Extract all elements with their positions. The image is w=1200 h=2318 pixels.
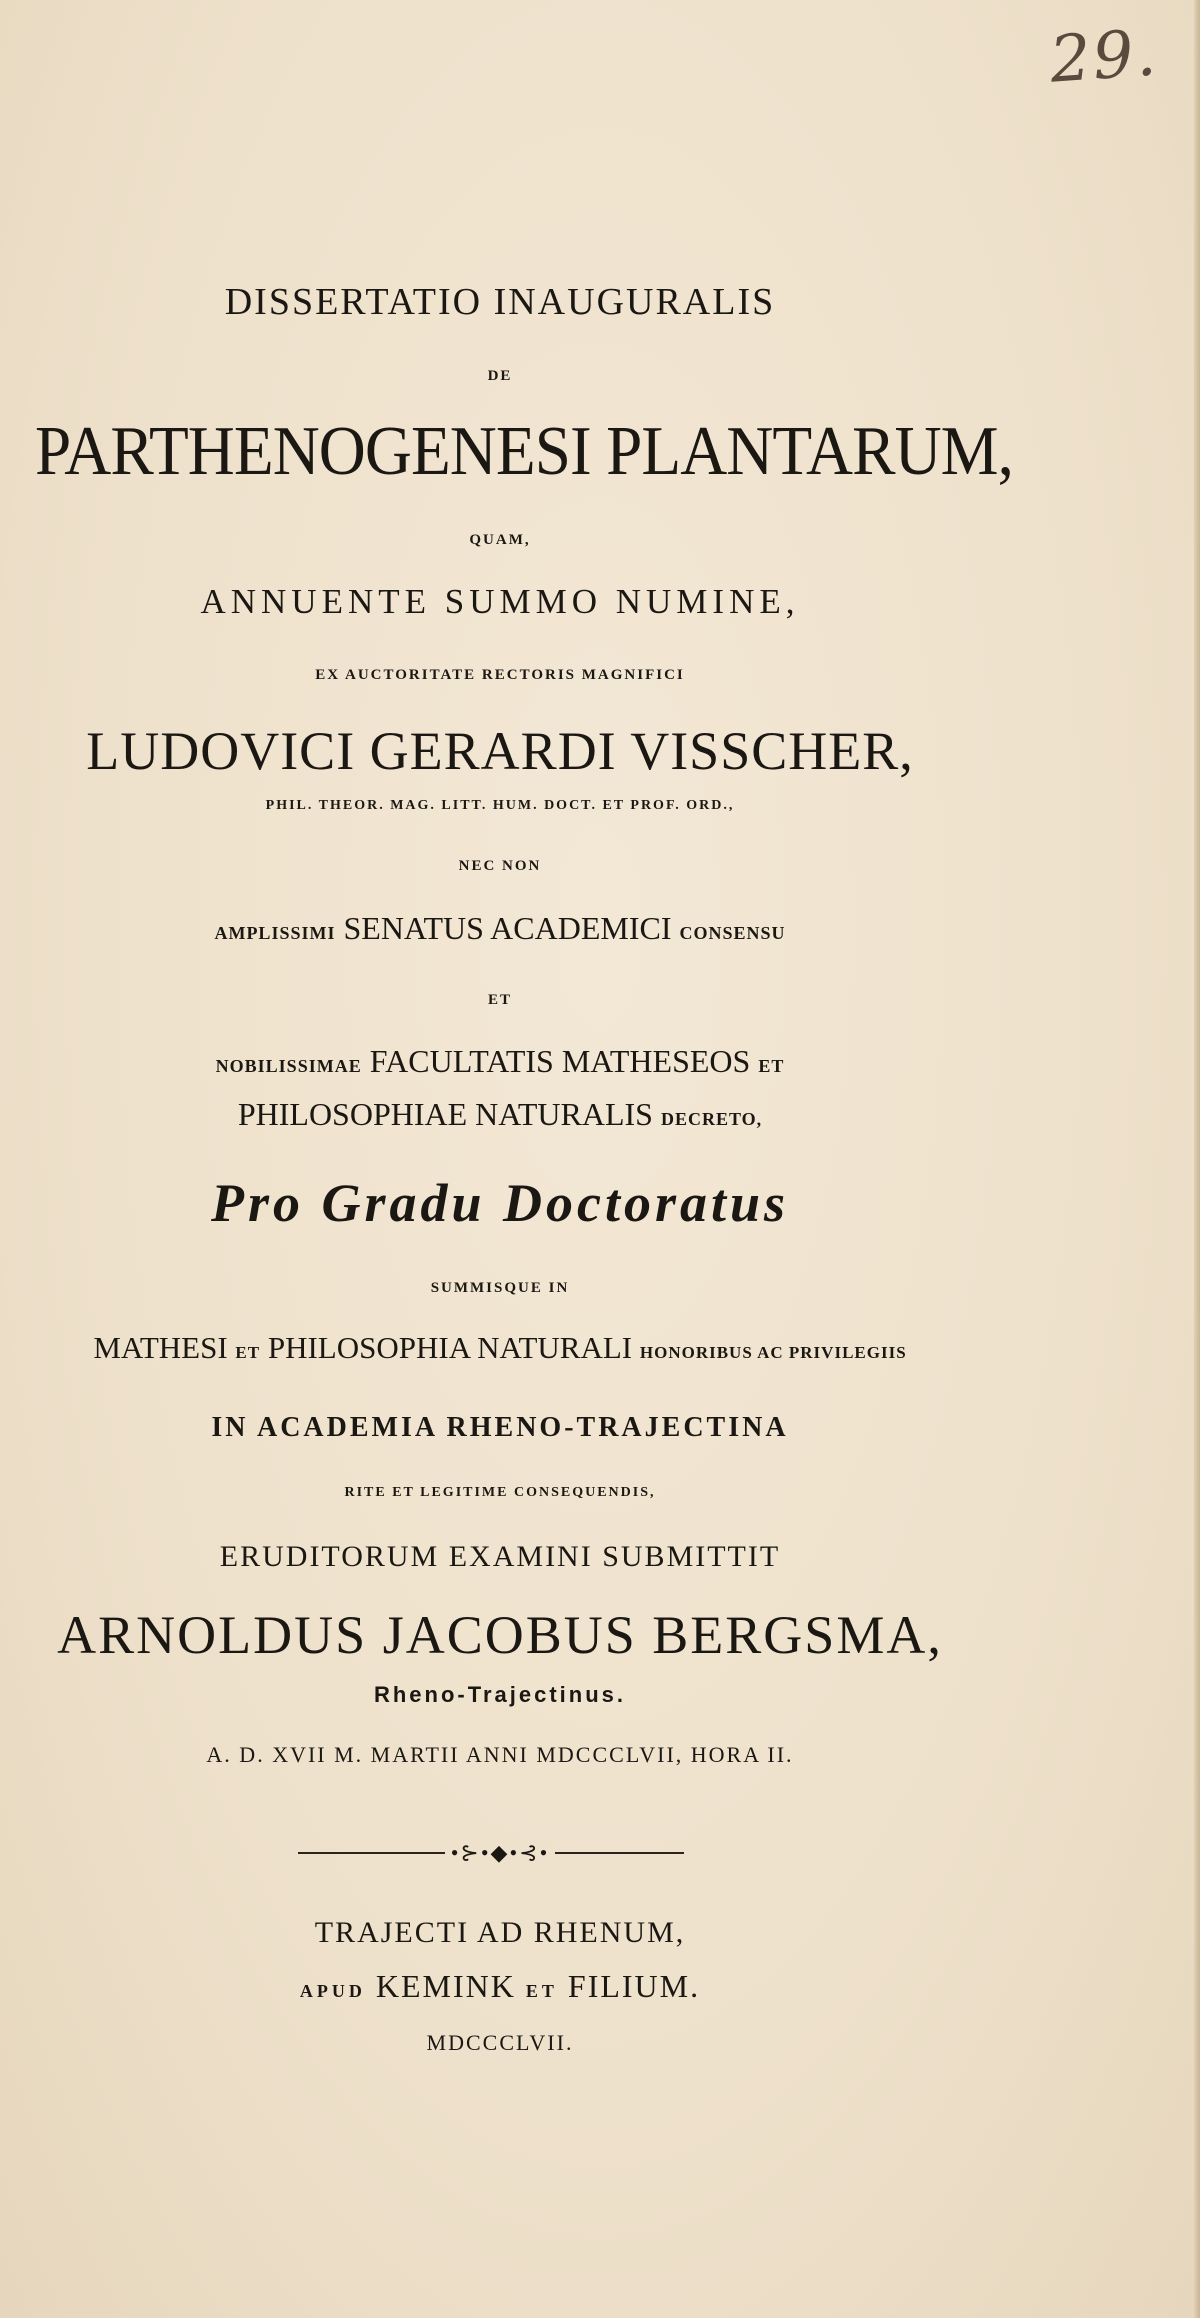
mathesi-et: ET [235,1343,261,1362]
facultatis-line [0,1043,1000,1080]
main-title: PARTHENOGENESI PLANTARUM, [35,413,1013,490]
mathesi-suffix: HONORIBUS AC PRIVILEGIIS [639,1343,907,1362]
publisher-name: KEMINK [375,1968,516,2004]
rector-name: LUDOVICI GERARDI VISSCHER, [86,721,914,781]
author-origin: Rheno-Trajectinus. [373,1682,627,1707]
page-edge [1194,0,1200,2318]
imprint-place: TRAJECTI AD RHENUM, [314,1916,686,1949]
annuente-line: ANNUENTE SUMMO NUMINE, [200,582,800,621]
academia-line: IN ACADEMIA RHENO-TRAJECTINA [211,1412,789,1443]
rector-titles: PHIL. THEOR. MAG. LITT. HUM. DOCT. ET PROF. ORD., [265,798,735,813]
mathesi-line [0,1330,1000,1366]
mathesi-main2: PHILOSOPHIA NATURALI [267,1330,633,1365]
pro-gradu-doctoratus: Pro Gradu Doctoratus [210,1173,790,1233]
eruditorum-line: ERUDITORUM EXAMINI SUBMITTIT [219,1540,781,1573]
senatus-suffix: CONSENSU [679,923,786,943]
senatus-main: SENATUS ACADEMICI [343,910,672,946]
imprint-year: MDCCCLVII. [426,2030,574,2055]
divider-ornament [0,1840,1000,1866]
quam-line: QUAM, [469,532,531,548]
summisque-line: SUMMISQUE IN [430,1280,570,1296]
senatus-line [0,910,1000,947]
imprint-publisher [0,1968,1000,2005]
defense-date: A. D. XVII M. MARTII ANNI MDCCCLVII, HORA II. [206,1742,794,1767]
et-word: ET [525,1981,558,2001]
dissertation-heading: DISSERTATIO INAUGURALIS [224,281,776,323]
ornament-glyphs: •⊱•◆•⊰• [445,1840,556,1865]
philosophiae-line [0,1096,1000,1133]
apud-word: APUD [299,1981,366,2001]
philosophiae-main: PHILOSOPHIAE NATURALIS [237,1096,653,1132]
philosophiae-suffix: DECRETO, [660,1109,763,1129]
handwritten-number: 29. [1047,16,1161,98]
facultatis-prefix: NOBILISSIMAE [215,1056,362,1076]
author-name: ARNOLDUS JACOBUS BERGSMA, [57,1605,943,1665]
facultatis-main: FACULTATIS MATHESEOS [369,1043,751,1079]
et-line: ET [487,992,512,1008]
mathesi-main: MATHESI [93,1330,228,1365]
nec-non-line: NEC NON [458,858,542,874]
auctoritate-line: EX AUCTORITATE RECTORIS MAGNIFICI [315,667,685,683]
rite-line: RITE ET LEGITIME CONSEQUENDIS, [344,1485,656,1500]
senatus-prefix: AMPLISSIMI [214,923,336,943]
publisher-filium: FILIUM. [567,1968,701,2004]
facultatis-suffix: ET [758,1056,785,1076]
de-line: DE [487,368,513,384]
